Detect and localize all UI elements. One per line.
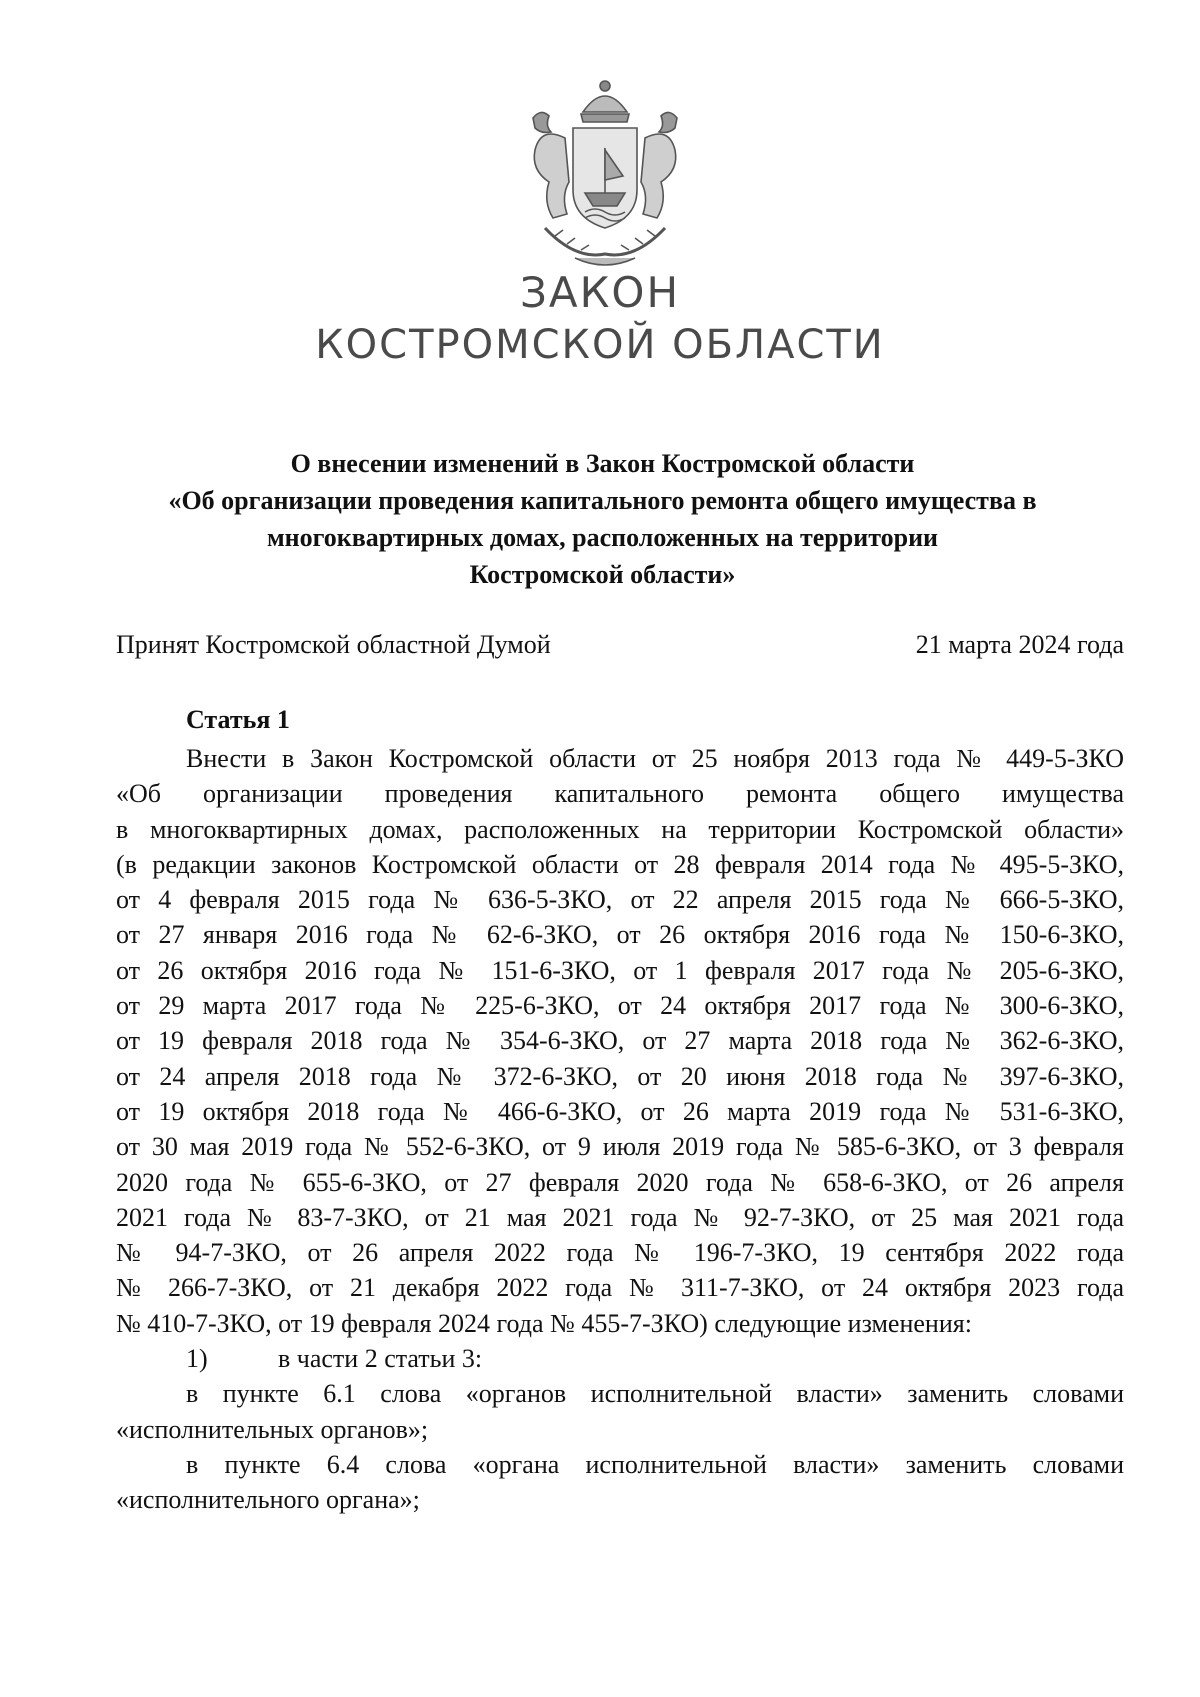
subject-line: О внесении изменений в Закон Костромской области [290, 449, 915, 478]
amendment-line: «исполнительных органов»; [116, 1414, 429, 1444]
adoption-label: Принят Костромской областной Думой [116, 630, 551, 659]
paragraph-line: от 24 апреля 2018 года № 372-6-ЗКО, от 20 июня 2018 года № 397-6-ЗКО, [116, 1061, 1124, 1091]
item-number: 1) [186, 1344, 208, 1374]
paragraph-line: (в редакции законов Костромской области от 28 февраля 2014 года № 495-5-ЗКО, [116, 849, 1124, 879]
subject-line: многоквартирных домах, расположенных на территории [266, 523, 939, 552]
paragraph-line: от 29 марта 2017 года № 225-6-ЗКО, от 24 октября 2017 года № 300-6-ЗКО, [116, 991, 1124, 1021]
paragraph-line: от 27 января 2016 года № 62-6-ЗКО, от 26 октября 2016 года № 150-6-ЗКО, [116, 920, 1124, 950]
paragraph-line: от 26 октября 2016 года № 151-6-ЗКО, от 1 февраля 2017 года № 205-6-ЗКО, [116, 955, 1124, 985]
law-title: ЗАКОН [519, 268, 681, 317]
amendment-line: в пункте 6.4 слова «органа исполнительной власти» заменить словами [186, 1449, 1124, 1479]
paragraph-line: в многоквартирных домах, расположенных на территории Костромской области» [116, 814, 1124, 844]
paragraph-line: 2020 года № 655-6-ЗКО, от 27 февраля 2020 года № 658-6-ЗКО, от 26 апреля [116, 1167, 1124, 1197]
adoption-date: 21 марта 2024 года [915, 630, 1124, 659]
paragraph-line: № 266-7-ЗКО, от 21 декабря 2022 года № 311-7-ЗКО, от 24 октября 2023 года [116, 1273, 1124, 1303]
coat-of-arms-emblem [505, 78, 705, 273]
paragraph-line: 2021 года № 83-7-ЗКО, от 21 мая 2021 года № 92-7-ЗКО, от 25 мая 2021 года [116, 1202, 1124, 1232]
paragraph-line: от 19 февраля 2018 года № 354-6-ЗКО, от 27 марта 2018 года № 362-6-ЗКО, [116, 1026, 1124, 1056]
paragraph-line: от 4 февраля 2015 года № 636-5-ЗКО, от 22 апреля 2015 года № 666-5-ЗКО, [116, 885, 1124, 915]
article-body [116, 741, 1124, 1518]
law-subject-heading [150, 445, 1055, 593]
region-title: КОСТРОМСКОЙ ОБЛАСТИ [315, 322, 885, 368]
amendment-line: «исполнительного органа»; [116, 1485, 420, 1515]
paragraph-line: № 410-7-ЗКО, от 19 февраля 2024 года № 455-7-ЗКО) следующие изменения: [116, 1308, 972, 1338]
paragraph-line: «Об организации проведения капитального ремонта общего имущества [116, 779, 1124, 809]
article-heading: Статья 1 [186, 705, 290, 734]
subject-line: Костромской области» [469, 560, 736, 589]
paragraph-line: Внести в Закон Костромской области от 25 ноября 2013 года № 449-5-ЗКО [186, 744, 1124, 773]
item-text: в части 2 статьи 3: [278, 1344, 483, 1374]
paragraph-line: от 30 мая 2019 года № 552-6-ЗКО, от 9 июля 2019 года № 585-6-ЗКО, от 3 февраля [116, 1132, 1124, 1162]
paragraph-line: № 94-7-ЗКО, от 26 апреля 2022 года № 196-7-ЗКО, 19 сентября 2022 года [116, 1238, 1124, 1268]
list-item [116, 1341, 1124, 1376]
subject-line: «Об организации проведения капитального ремонта общего имущества в [168, 486, 1037, 515]
paragraph-line: от 19 октября 2018 года № 466-6-ЗКО, от 26 марта 2019 года № 531-6-ЗКО, [116, 1096, 1124, 1126]
amendment-line: в пункте 6.1 слова «органов исполнительной власти» заменить словами [186, 1379, 1124, 1409]
